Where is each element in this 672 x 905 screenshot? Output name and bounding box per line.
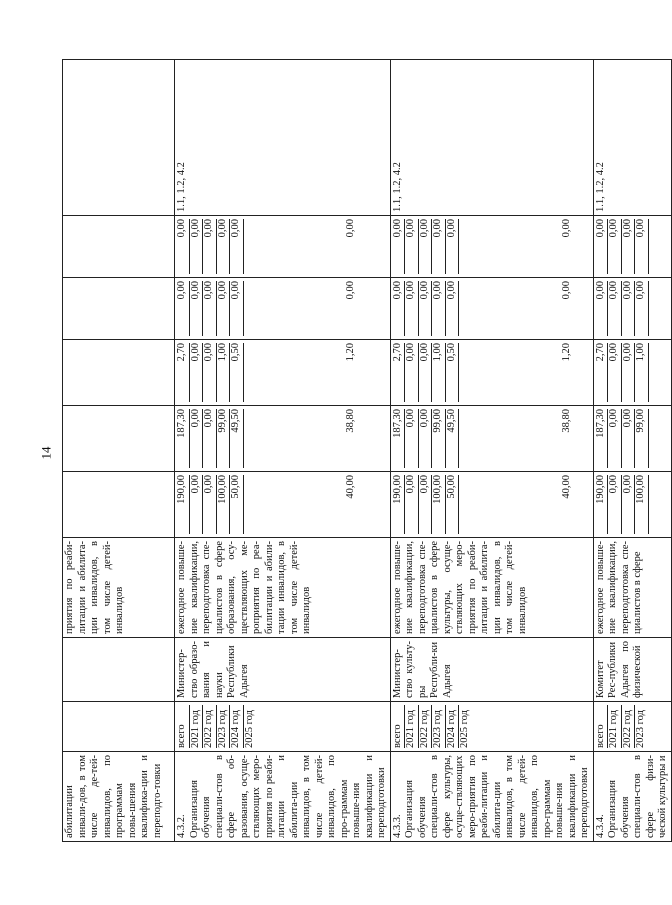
- amount-cell-c5: [63, 216, 175, 278]
- amount-cell-c3: [593, 340, 671, 406]
- activity-text: ежегодное повыше-ние квалификации, переподготовка спе-циалистов в сфере культуры, осуще-ствляющих меро-приятия по реаби-литации и абилита-ции инвалидов, в том числе детей-инвалидов: [391, 541, 528, 634]
- year-label: 2022 год: [202, 705, 216, 748]
- amount-value: 1,20: [560, 343, 572, 362]
- amount-cell-c4: [593, 278, 671, 340]
- measure-name-cell: [63, 752, 175, 842]
- year-label: 2025 год: [243, 705, 257, 748]
- amount-value: 40,00: [345, 475, 356, 499]
- amount-cell-c2: [63, 406, 175, 472]
- amount-value: 1,00: [635, 343, 649, 402]
- year-label: 2022 год: [621, 705, 635, 748]
- spacer: [244, 343, 346, 402]
- indicator-ref-cell: [63, 60, 175, 216]
- amount-cell-c5: [175, 216, 391, 278]
- program-measures-table: [62, 59, 672, 842]
- amount-value: 0,00: [622, 281, 636, 336]
- amount-value: 2,70: [176, 343, 190, 402]
- amount-value: 1,20: [345, 343, 356, 362]
- amount-value: 100,00: [635, 475, 649, 534]
- amount-cell-totals: [593, 472, 671, 538]
- amount-value: 2,70: [595, 343, 609, 402]
- amount-value: 0,00: [405, 281, 419, 336]
- amount-value: 0,00: [203, 343, 217, 402]
- table-row-r434: [593, 60, 671, 842]
- rotated-table-container: [62, 60, 668, 842]
- amount-value: 50,00: [446, 475, 460, 534]
- amount-value: 0,00: [203, 281, 217, 336]
- amount-value: 0,00: [176, 219, 190, 274]
- year-label: 2023 год: [431, 705, 445, 748]
- amount-value: 0,00: [405, 343, 419, 402]
- amount-value: 0,00: [419, 409, 433, 468]
- amount-value: 99,00: [217, 409, 231, 468]
- amount-value: 1,00: [217, 343, 231, 402]
- spacer: [244, 409, 346, 468]
- amount-value: 99,00: [635, 409, 649, 468]
- measure-name: 4.3.2. Организация обучения специали-стов в сфере об-разования, осуще-ствляющих меро-приятия по реаби-литации и абилита-ции инвалидов, в том числе детей-инвалидов, по про-граммам повыше-ния квалификации и переподготовки: [176, 755, 387, 838]
- spacer: [459, 281, 561, 336]
- amount-value: 0,00: [405, 475, 419, 534]
- amount-value: 187,30: [392, 409, 406, 468]
- amount-value: 0,00: [230, 281, 244, 336]
- year-label: 2024 год: [229, 705, 243, 748]
- amount-value: 0,00: [595, 219, 609, 274]
- year-label: всего: [176, 724, 187, 748]
- amount-value: 0,00: [405, 219, 419, 274]
- table-row-cont: [63, 60, 175, 842]
- amount-value: 0,00: [217, 219, 231, 274]
- measure-name: абилитации инвали-дов, в том числе де-тей-инвалидов, по программам повы-шения квалифика-ции и переподго-товки: [64, 755, 163, 838]
- amount-cell-c3: [175, 340, 391, 406]
- amount-cell-totals: [390, 472, 593, 538]
- amount-value: 0,00: [217, 281, 231, 336]
- amount-value: 0,00: [190, 219, 204, 274]
- amount-value: 0,00: [190, 409, 204, 468]
- amount-value: 0,00: [392, 281, 406, 336]
- amount-value: 0,50: [446, 343, 460, 402]
- measure-name-cell: [390, 752, 593, 842]
- amount-cell-c3: [63, 340, 175, 406]
- executor-cell: [175, 638, 391, 702]
- executor-name: Комитет Рес-публики Адыгея по физической: [594, 641, 643, 698]
- amount-cell-c2: [593, 406, 671, 472]
- year-label: 2023 год: [216, 705, 230, 748]
- amount-value: 0,00: [608, 281, 622, 336]
- amount-value: 0,00: [190, 475, 204, 534]
- amount-cell-c4: [175, 278, 391, 340]
- amount-value: 0,00: [419, 281, 433, 336]
- amount-value: 0,00: [560, 281, 572, 300]
- years-cell: [390, 702, 593, 752]
- executor-cell: [390, 638, 593, 702]
- measure-name: 4.3.4. Организация обучения специали-стов в сфере физи-ческой культуры и: [594, 755, 668, 838]
- executor-cell: [63, 638, 175, 702]
- amount-value: 0,00: [432, 281, 446, 336]
- amount-cell-c2: [390, 406, 593, 472]
- amount-value: 0,00: [190, 343, 204, 402]
- amount-value: 0,00: [595, 281, 609, 336]
- amount-value: 99,00: [432, 409, 446, 468]
- year-label: всего: [391, 724, 403, 748]
- amount-value: 0,00: [203, 409, 217, 468]
- spacer: [244, 281, 346, 336]
- amount-value: 0,00: [560, 219, 572, 238]
- amount-value: 0,00: [635, 281, 649, 336]
- years-cell: [63, 702, 175, 752]
- amount-value: 0,00: [622, 409, 636, 468]
- page-number: 14: [38, 446, 54, 460]
- amount-cell-c3: [390, 340, 593, 406]
- amount-value: 100,00: [432, 475, 446, 534]
- amount-value: 0,00: [419, 475, 433, 534]
- amount-cell-c5: [593, 216, 671, 278]
- spacer: [459, 475, 561, 534]
- indicator-ref-cell: [390, 60, 593, 216]
- years-cell: [175, 702, 391, 752]
- amount-value: 49,50: [446, 409, 460, 468]
- activity-cell: [593, 538, 671, 638]
- amount-cell-c4: [390, 278, 593, 340]
- table-row-r433: [390, 60, 593, 842]
- amount-value: 190,00: [176, 475, 190, 534]
- amount-value: 2,70: [392, 343, 406, 402]
- measure-name: 4.3.3. Организация обучения специали-стов в сфере культуры, осуще-ствляющих меро-приятия по реаби-литации и абилита-ции инвалидов, в том числе детей-инвалидов, по про-граммам повыше-ния квалификации и переподготовки: [391, 755, 590, 838]
- amount-value: 40,00: [560, 475, 572, 499]
- spacer: [459, 219, 561, 274]
- amount-value: 0,00: [622, 343, 636, 402]
- table-row-r432: [175, 60, 391, 842]
- activity-cell: [63, 538, 175, 638]
- activity-cell: [175, 538, 391, 638]
- year-label: 2025 год: [458, 705, 472, 748]
- amount-value: 0,00: [622, 219, 636, 274]
- amount-value: 0,00: [608, 409, 622, 468]
- amount-value: 0,00: [345, 219, 356, 238]
- indicator-ref-cell: [593, 60, 671, 216]
- amount-value: 49,50: [230, 409, 244, 468]
- amount-value: 0,00: [230, 219, 244, 274]
- amount-value: 0,00: [419, 219, 433, 274]
- amount-value: 38,80: [560, 409, 572, 433]
- amount-value: 0,00: [446, 219, 460, 274]
- amount-cell-c5: [390, 216, 593, 278]
- executor-cell: [593, 638, 671, 702]
- activity-text: приятия по реаби-литации и абилита-ции инвалидов, в том числе детей-инвалидов: [64, 541, 125, 634]
- amount-cell-c2: [175, 406, 391, 472]
- amount-value: 0,00: [392, 219, 406, 274]
- amount-value: 0,00: [345, 281, 356, 300]
- amount-value: 100,00: [217, 475, 231, 534]
- indicator-ref: 1.1, 1.2, 4.2: [391, 162, 403, 212]
- amount-cell-totals: [63, 472, 175, 538]
- executor-name: Министер-ство культу-ры Республи-ки Адыгея: [391, 641, 453, 698]
- spacer: [459, 409, 561, 468]
- spacer: [244, 219, 346, 274]
- amount-cell-totals: [175, 472, 391, 538]
- indicator-ref: 1.1, 1.2, 4.2: [176, 162, 187, 212]
- amount-value: 0,50: [230, 343, 244, 402]
- amount-value: 0,00: [608, 475, 622, 534]
- amount-value: 0,00: [203, 219, 217, 274]
- measure-name-cell: [593, 752, 671, 842]
- spacer: [459, 343, 561, 402]
- years-cell: [593, 702, 671, 752]
- executor-name: Министер-ство образо-вания и науки Республики Адыгея: [176, 641, 250, 698]
- activity-cell: [390, 538, 593, 638]
- amount-cell-c4: [63, 278, 175, 340]
- amount-value: 0,00: [203, 475, 217, 534]
- amount-value: 0,00: [608, 343, 622, 402]
- indicator-ref: 1.1, 1.2, 4.2: [594, 162, 606, 212]
- amount-value: 0,00: [419, 343, 433, 402]
- amount-value: 50,00: [230, 475, 244, 534]
- amount-value: 0,00: [432, 219, 446, 274]
- year-label: 2022 год: [418, 705, 432, 748]
- spacer: [244, 475, 346, 534]
- year-label: 2021 год: [189, 705, 203, 748]
- year-label: 2021 год: [404, 705, 418, 748]
- amount-value: 0,00: [608, 219, 622, 274]
- year-label: 2021 год: [607, 705, 621, 748]
- year-label: 2023 год: [634, 705, 648, 748]
- activity-text: ежегодное повыше-ние квалификации, переподготовка спе-циалистов в сфере: [594, 541, 643, 634]
- amount-value: 0,00: [190, 281, 204, 336]
- amount-value: 187,30: [595, 409, 609, 468]
- amount-value: 190,00: [392, 475, 406, 534]
- amount-value: 1,00: [432, 343, 446, 402]
- amount-value: 0,00: [635, 219, 649, 274]
- table-body: [63, 60, 672, 842]
- year-label: всего: [594, 724, 606, 748]
- amount-value: 190,00: [595, 475, 609, 534]
- measure-name-cell: [175, 752, 391, 842]
- amount-value: 38,80: [345, 409, 356, 433]
- indicator-ref-cell: [175, 60, 391, 216]
- amount-value: 0,00: [176, 281, 190, 336]
- amount-value: 0,00: [622, 475, 636, 534]
- activity-text: ежегодное повыше-ние квалификации, переподготовка спе-циалистов в сфере образования, осу-ществляющих ме-роприятия по реа-билитации и абили-тации инвалидов, в том числе детей-инвалидов: [176, 541, 312, 634]
- amount-value: 0,00: [405, 409, 419, 468]
- year-label: 2024 год: [445, 705, 459, 748]
- amount-value: 187,30: [176, 409, 190, 468]
- amount-value: 0,00: [446, 281, 460, 336]
